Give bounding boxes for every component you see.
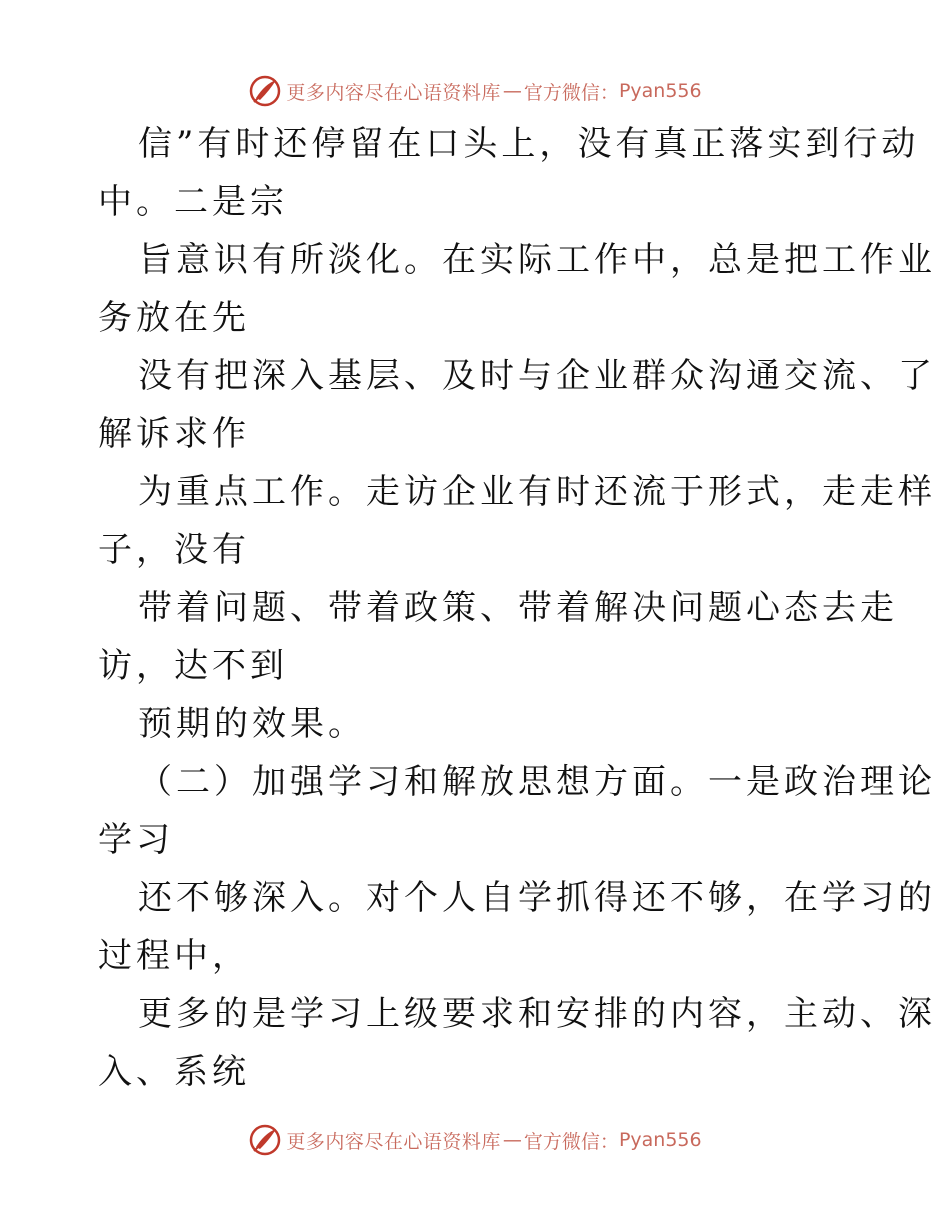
body-line: 务放在先 bbox=[98, 298, 250, 338]
body-line: 旨意识有所淡化。在实际工作中，总是把工作业 bbox=[138, 240, 936, 280]
body-line: 信”有时还停留在口头上，没有真正落实到行动 bbox=[138, 124, 920, 164]
body-line: 入、系统 bbox=[98, 1052, 250, 1092]
body-line: 预期的效果。 bbox=[138, 704, 366, 744]
body-line: 过程中， bbox=[98, 936, 250, 976]
watermark-label: 官方微信： bbox=[523, 1130, 619, 1153]
watermark-text: 更多内容尽在心语资料库 bbox=[286, 81, 501, 104]
body-line: 中。二是宗 bbox=[98, 182, 288, 222]
watermark-dash: — bbox=[502, 1129, 522, 1151]
body-line: 更多的是学习上级要求和安排的内容，主动、深 bbox=[138, 994, 936, 1034]
watermark-handle: Pyan556 bbox=[618, 1129, 702, 1151]
watermark-label: 官方微信： bbox=[523, 81, 619, 104]
body-line: 没有把深入基层、及时与企业群众沟通交流、了 bbox=[138, 356, 936, 396]
body-line: 访，达不到 bbox=[98, 646, 288, 686]
body-line: 带着问题、带着政策、带着解决问题心态去走 bbox=[138, 588, 898, 628]
quill-logo-icon bbox=[248, 74, 282, 108]
body-line: 为重点工作。走访企业有时还流于形式，走走样 bbox=[138, 472, 936, 512]
body-line: 还不够深入。对个人自学抓得还不够，在学习的 bbox=[138, 878, 936, 918]
footer-watermark bbox=[0, 1120, 950, 1160]
body-line: 学习 bbox=[98, 820, 174, 860]
watermark-dash: — bbox=[502, 80, 522, 102]
body-line: 子，没有 bbox=[98, 530, 250, 570]
body-line: （二）加强学习和解放思想方面。一是政治理论 bbox=[138, 762, 936, 802]
watermark-handle: Pyan556 bbox=[618, 80, 702, 102]
document-body bbox=[0, 115, 950, 1101]
quill-logo-icon bbox=[248, 1123, 282, 1157]
body-line: 解诉求作 bbox=[98, 414, 250, 454]
header-watermark bbox=[0, 71, 950, 111]
watermark-text: 更多内容尽在心语资料库 bbox=[286, 1130, 501, 1153]
